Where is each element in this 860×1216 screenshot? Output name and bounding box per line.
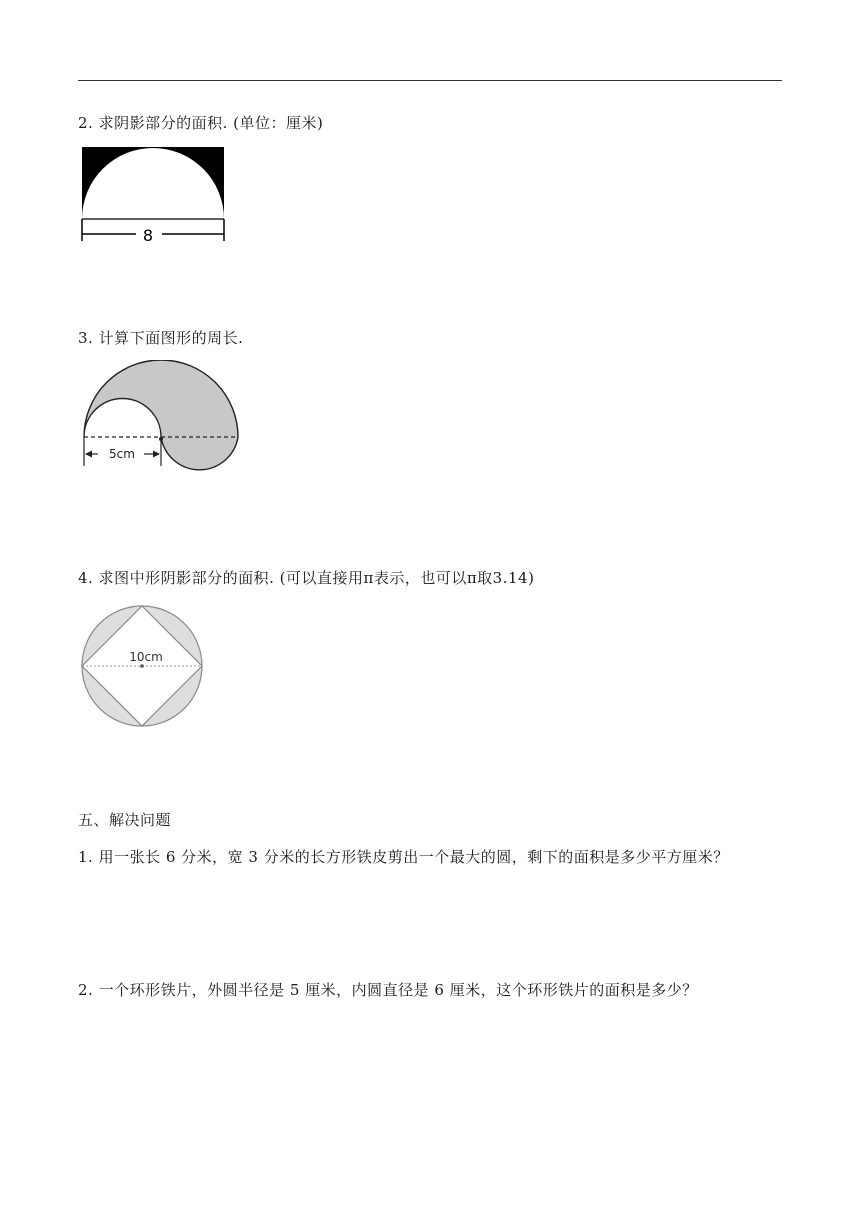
question-3: 3. 计算下面图形的周长. [78,329,244,347]
problem-1: 1. 用一张长 6 分米，宽 3 分米的长方形铁皮剪出一个最大的圆，剩下的面积是多少平方厘米？ [78,848,729,866]
dimension-label-5cm: 5cm [109,447,135,461]
arrow-right-icon [153,451,160,458]
section-5-heading: 五、解决问题 [78,811,172,829]
dimension-label-10cm: 10cm [129,650,163,664]
problem-2: 2. 一个环形铁片，外圆半径是 5 厘米，内圆直径是 6 厘米，这个环形铁片的面积是多少？ [78,981,698,999]
header-rule [78,80,782,81]
figure-semicircle-in-rectangle [78,145,230,245]
arrow-left-icon [85,451,92,458]
dimension-label-8: 8 [142,226,154,245]
question-2: 2. 求阴影部分的面积. (单位：厘米) [78,114,324,132]
figure-snail-shape [78,360,246,484]
figure-square-in-circle [78,603,206,729]
question-4: 4. 求图中形阴影部分的面积. (可以直接用π表示，也可以π取3.14) [78,569,535,587]
